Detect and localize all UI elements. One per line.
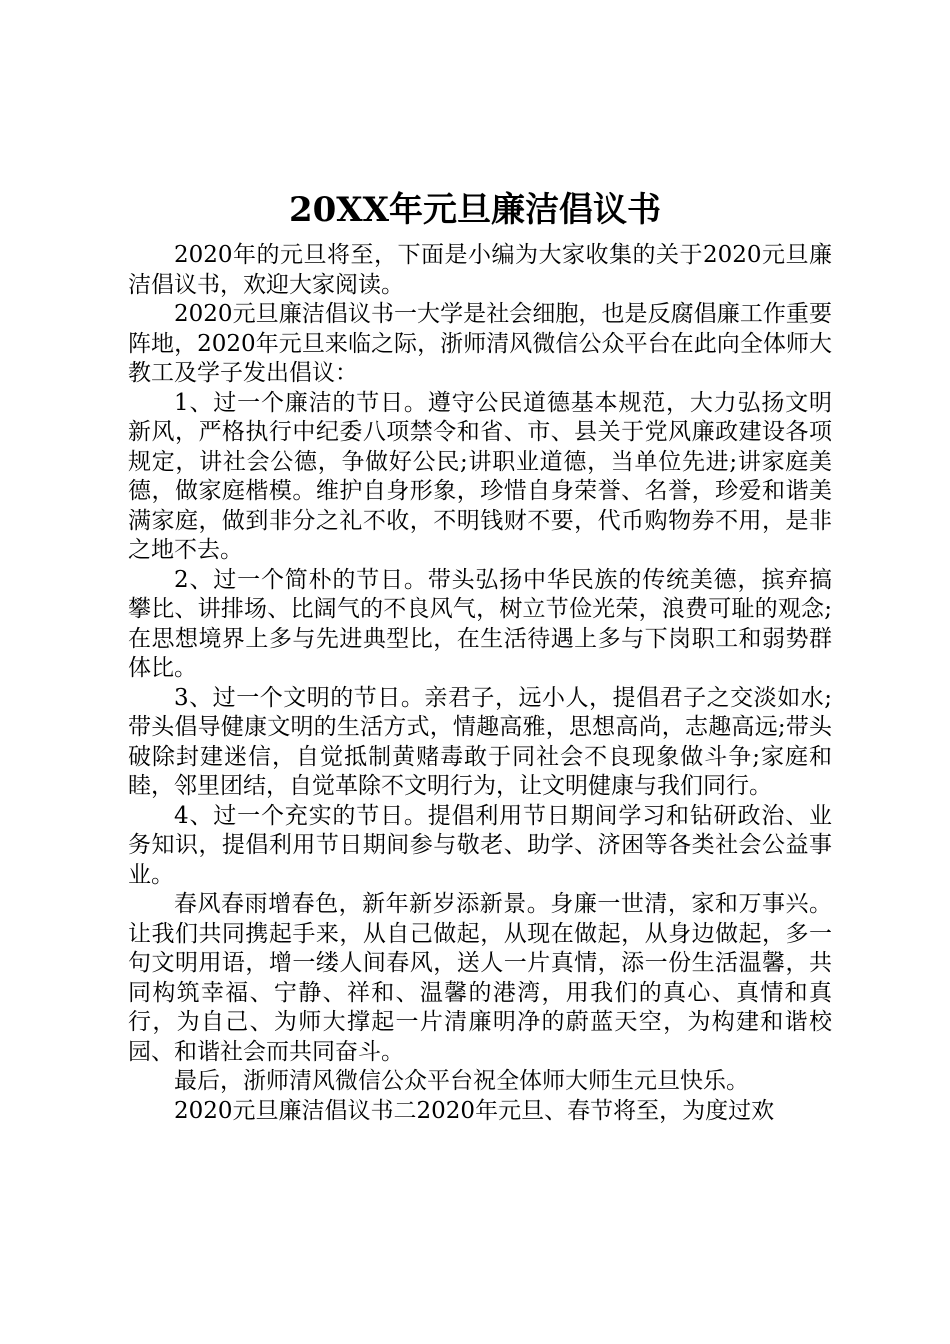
paragraph-item-3: 3、过一个文明的节日。亲君子，远小人，提倡君子之交淡如水;带头倡导健康文明的生活方式，情趣高雅，思想高尚，志趣高远;带头破除封建迷信，自觉抵制黄赌毒敢于同社会不良现象做斗争;家庭和睦，邻里团结，自觉革除不文明行为，让文明健康与我们同行。 [128,684,832,799]
paragraph-proposal-two-intro: 2020元旦廉洁倡议书二2020年元旦、春节将至，为度过欢 [174,1097,775,1124]
paragraph-closing: 春风春雨增春色，新年新岁添新景。身廉一世清，家和万事兴。让我们共同携起手来，从自己做起，从现在做起，从身边做起，多一句文明用语，增一缕人间春风，送人一片真情，添一份生活温馨，共同构筑幸福、宁静、祥和、温馨的港湾，用我们的真心、真情和真行，为自己、为师大撑起一片清廉明净的蔚蓝天空，为构建和谐校园、和谐社会而共同奋斗。 [128,891,832,1065]
paragraph-proposal-one-intro: 2020元旦廉洁倡议书一大学是社会细胞，也是反腐倡廉工作重要阵地，2020年元旦来临之际，浙师清风微信公众平台在此向全体师大教工及学子发出倡议： [128,301,832,386]
paragraph-item-1: 1、过一个廉洁的节日。遵守公民道德基本规范，大力弘扬文明新风，严格执行中纪委八项禁令和省、市、县关于党风廉政建设各项规定，讲社会公德，争做好公民;讲职业道德，当单位先进;讲家庭美德，做家庭楷模。维护自身形象，珍惜自身荣誉、名誉，珍爱和谐美满家庭，做到非分之礼不收，不明钱财不要，代币购物券不用，是非之地不去。 [128,389,832,563]
document-body [128,241,832,1126]
paragraph-item-4: 4、过一个充实的节日。提倡利用节日期间学习和钻研政治、业务知识，提倡利用节日期间参与敬老、助学、济困等各类社会公益事业。 [128,802,832,888]
paragraph-item-2: 2、过一个简朴的节日。带头弘扬中华民族的传统美德，摈弃搞攀比、讲排场、比阔气的不良风气，树立节俭光荣，浪费可耻的观念;在思想境界上多与先进典型比，在生活待遇上多与下岗职工和弱势群体比。 [128,566,832,681]
paragraph-intro: 2020年的元旦将至，下面是小编为大家收集的关于2020元旦廉洁倡议书，欢迎大家阅读。 [128,242,832,298]
paragraph-wishes: 最后，浙师清风微信公众平台祝全体师大师生元旦快乐。 [174,1068,749,1094]
document-title: 20XX年元旦廉洁倡议书 [288,190,662,230]
